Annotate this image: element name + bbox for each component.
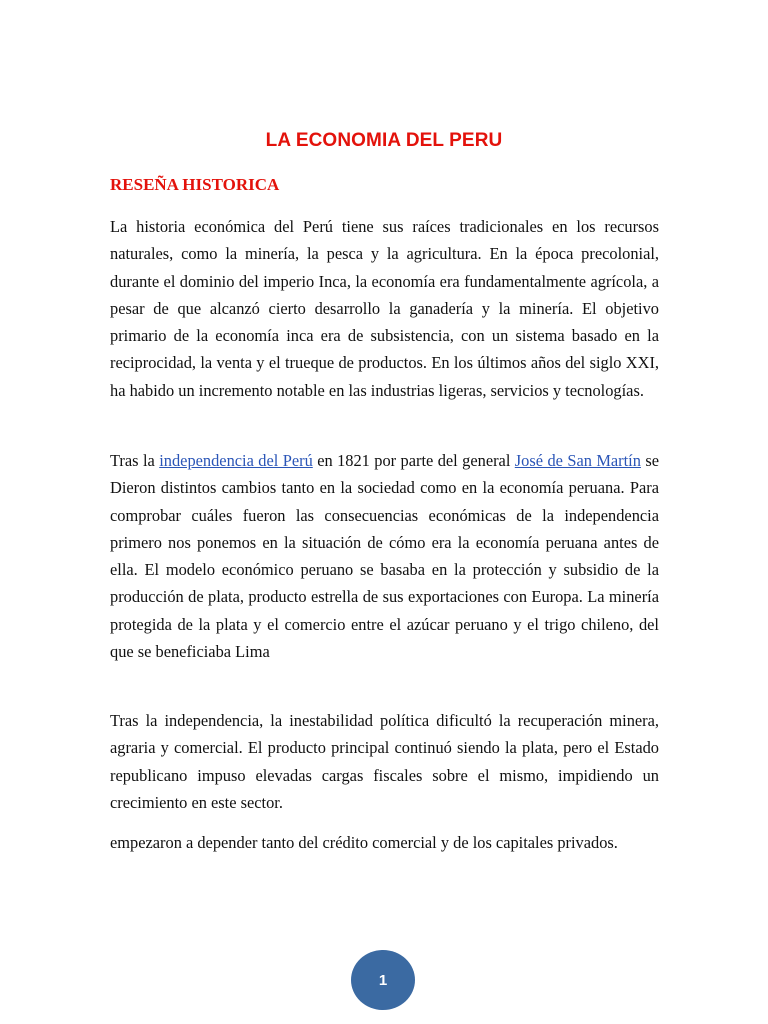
- page-title: LA ECONOMIA DEL PERU: [265, 130, 503, 151]
- link-jose-de-san-martin[interactable]: José de San Martín: [514, 451, 641, 470]
- paragraph-1: La historia económica del Perú tiene sus raíces tradicionales en los recursos naturales, como la minería, la pesca y la agricultura. En la época precolonial, durante el dominio del imperio Inca, la economía era fundamentalmente agrícola, a pesar de que alcanzó cierto desarrollo la ganadería y la minería. El objetivo primario de la economía inca era de subsistencia, con un sistema basado en la reciprocidad, la venta y el trueque de productos. En los últimos años del siglo XXI, ha habido un incremento notable en las industrias ligeras, servicios y tecnologías.: [110, 217, 659, 400]
- page-number-badge: [351, 950, 415, 1010]
- paragraph-2-text-2: en 1821 por parte del general: [312, 451, 515, 470]
- paragraph-2-text-1: Tras la: [110, 451, 160, 470]
- section-heading: RESEÑA HISTORICA: [110, 175, 280, 194]
- paragraph-4: empezaron a depender tanto del crédito comercial y de los capitales privados.: [110, 833, 618, 852]
- paragraph-2-text-3: se Dieron distintos cambios tanto en la sociedad como en la economía peruana. Para comprobar cuáles fueron las consecuencias económicas de la independencia primero nos ponemos en la situación de cómo era la economía peruana antes de ella. El modelo económico peruano se basaba en la protección y subsidio de la producción de plata, producto estrella de sus exportaciones con Europa. La minería protegida de la plata y el comercio entre el azúcar peruano y el trigo chileno, del que se beneficiaba Lima: [110, 451, 660, 662]
- link-independencia-del-peru[interactable]: independencia del Perú: [159, 451, 313, 470]
- paragraph-2: [110, 447, 659, 665]
- paragraph-3: Tras la independencia, la inestabilidad política dificultó la recuperación minera, agraria y comercial. El producto principal continuó siendo la plata, pero el Estado republicano impuso elevadas cargas fiscales sobre el mismo, impidiendo un crecimiento en este sector.: [110, 711, 659, 812]
- page-number: 1: [378, 971, 388, 989]
